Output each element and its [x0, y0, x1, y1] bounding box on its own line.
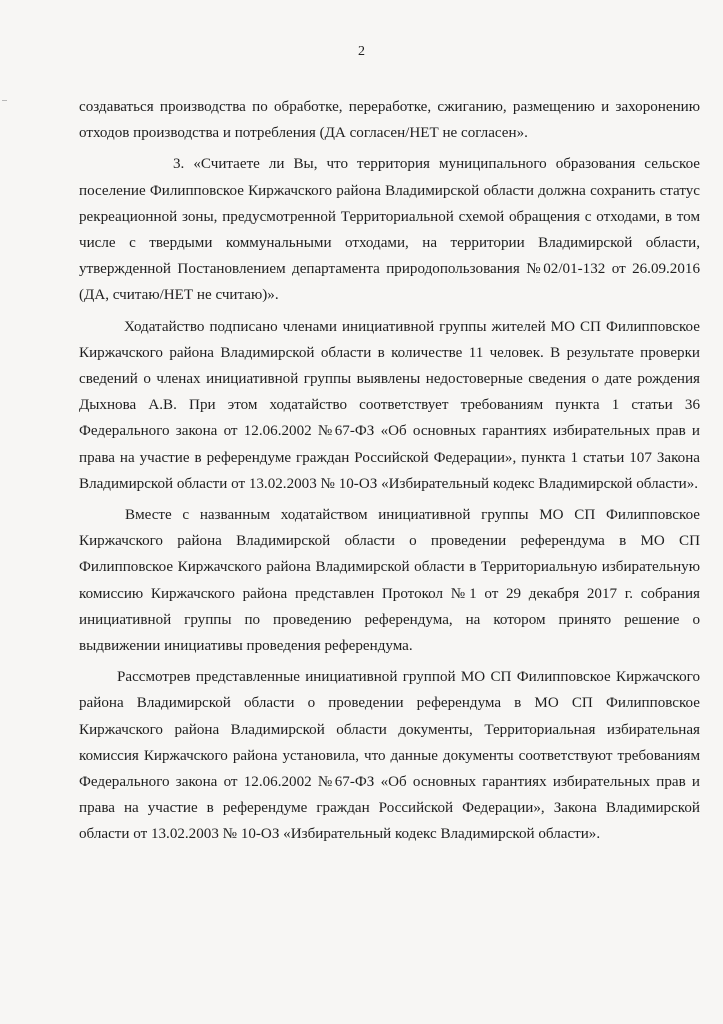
paragraph-petition: Ходатайство подписано членами инициативной группы жителей МО СП Филипповское Киржачского района Владимирской области в количестве 11 человек. В результате проверки сведений о членах инициативной группы выявлены недостоверные сведения о дате рождения Дыхнова А.В. При этом ходатайство соответствует требованиям пункта 1 статьи 36 Федерального закона от 12.06.2002 №67-ФЗ «Об основных гарантиях избирательных прав и права на участие в референдуме граждан Российской Федерации», пункта 1 статьи 107 Закона Владимирской области от 13.02.2003 № 10-ОЗ «Избирательный кодекс Владимирской области».: [79, 318, 700, 492]
scan-mark: [2, 100, 7, 101]
paragraph-protocol: Вместе с названным ходатайством инициативной группы МО СП Филипповское Киржачского района Владимирской области о проведении референдума в МО СП Филипповское Киржачского района Владимирской области в Территориальную избирательную комиссию Киржачского района представлен Протокол №1 от 29 декабря 2017 г. собрания инициативной группы по проведению референдума, на котором принято решение о выдвижении инициативы проведения референдума.: [79, 507, 700, 655]
paragraph-continuation: создаваться производства по обработке, переработке, сжиганию, размещению и захоронению отходов производства и потребления (ДА согласен/НЕТ не согласен».: [79, 99, 700, 142]
paragraph-question-3: 3. «Считаете ли Вы, что территория муниципального образования сельское поселение Филипповское Киржачского района Владимирской области должна сохранить статус рекреационной зоны, предусмотренной Территориальной схемой обращения с отходами, в том числе с твердыми коммунальными отходами, на территории Владимирской области, утвержденной Постановлением департамента природопользования №02/01-132 от 26.09.2016 (ДА, считаю/НЕТ не считаю)».: [79, 156, 700, 304]
document-body: [79, 94, 700, 848]
page-number: 2: [358, 44, 365, 59]
paragraph-decision: Рассмотрев представленные инициативной группой МО СП Филипповское Киржачского района Владимирской области о проведении референдума в МО СП Филипповское Киржачского района Владимирской области документы, Территориальная избирательная комиссия Киржачского района установила, что данные документы соответствуют требованиям Федерального закона от 12.06.2002 №67-ФЗ «Об основных гарантиях избирательных прав и права на участие в референдуме граждан Российской Федерации», Закона Владимирской области от 13.02.2003 № 10-ОЗ «Избирательный кодекс Владимирской области».: [79, 669, 700, 843]
